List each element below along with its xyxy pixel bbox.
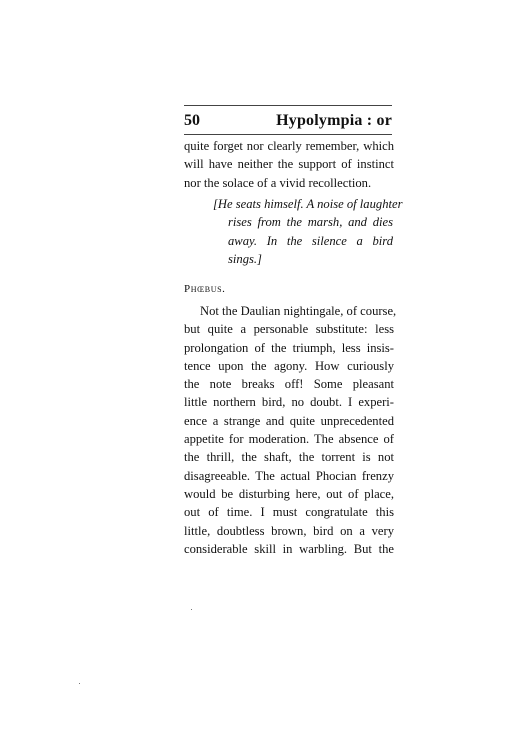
text-line: would be disturbing here, out of place, xyxy=(184,486,394,501)
stage-direction-line: away. In the silence a bird xyxy=(228,233,393,248)
text-line: appetite for moderation. The absence of xyxy=(184,432,394,447)
header-top-rule xyxy=(184,105,392,106)
text-line: the thrill, the shaft, the torrent is not xyxy=(184,450,394,465)
text-line: ence a strange and quite unprecedented xyxy=(184,413,394,428)
speaker-name: Phœbus. xyxy=(184,283,226,295)
header-bottom-rule xyxy=(184,134,392,135)
text-line: tence upon the agony. How curiously xyxy=(184,358,394,373)
intro-paragraph xyxy=(184,137,394,192)
text-line: nor the solace of a vivid recollection. xyxy=(184,175,372,190)
text-line: little northern bird, no doubt. I experi- xyxy=(184,395,394,410)
text-line: will have neither the support of instinct xyxy=(184,157,394,172)
text-line: Not the Daulian nightingale, of course, xyxy=(200,304,397,318)
running-header xyxy=(184,111,392,131)
stage-direction xyxy=(213,195,403,268)
stage-direction-line: rises from the marsh, and dies xyxy=(228,215,393,230)
text-line: disagreeable. The actual Phocian frenzy xyxy=(184,468,394,483)
text-line: the note breaks off! Some pleasant xyxy=(184,377,394,392)
stage-direction-line: sings.] xyxy=(228,251,262,266)
scan-speck xyxy=(191,609,192,610)
running-title: Hypolympia : or xyxy=(276,112,392,129)
text-line: prolongation of the triumph, less insis- xyxy=(184,340,394,355)
speech-paragraph xyxy=(184,302,397,558)
text-line: little, doubtless brown, bird on a very xyxy=(184,523,394,538)
page-number: 50 xyxy=(184,112,200,129)
text-line: quite forget nor clearly remember, which xyxy=(184,139,394,153)
stage-direction-line: [He seats himself. A noise of laughter xyxy=(213,197,403,211)
text-line: considerable skill in warbling. But the xyxy=(184,541,394,556)
text-line: but quite a personable substitute: less xyxy=(184,322,394,337)
scan-speck xyxy=(79,683,80,684)
text-line: out of time. I must congratulate this xyxy=(184,505,394,520)
